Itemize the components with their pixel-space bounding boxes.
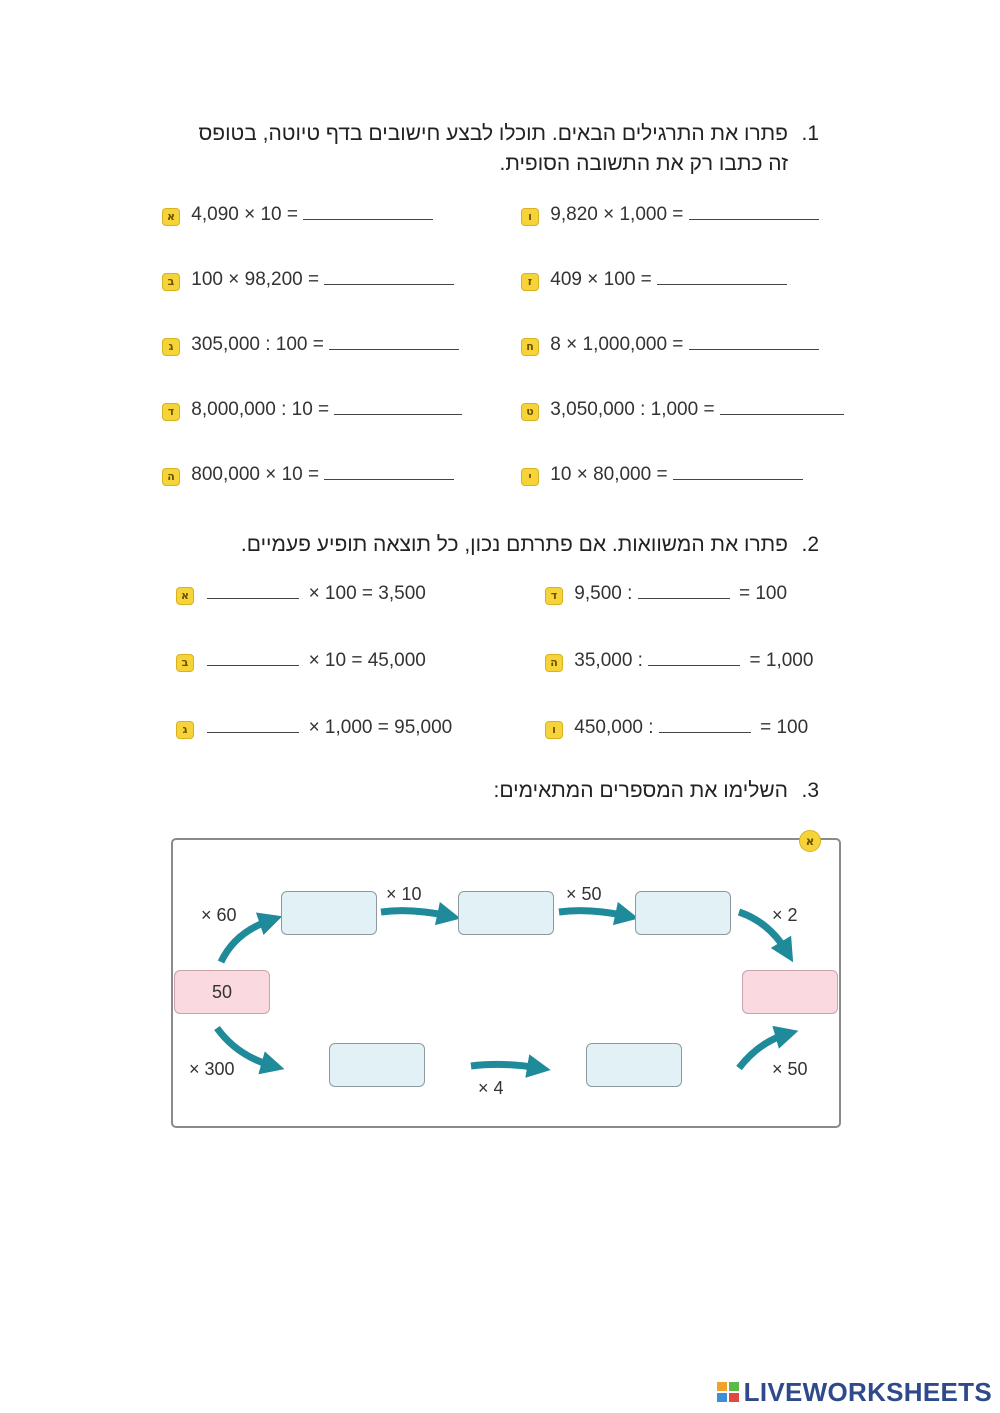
letter-badge: א bbox=[162, 208, 180, 226]
brand-name: LIVEWORKSHEETS bbox=[743, 1377, 992, 1407]
q1-number: 1. bbox=[801, 122, 819, 145]
operator-bottom-2: × 4 bbox=[478, 1078, 504, 1098]
letter-badge: ח bbox=[521, 338, 539, 356]
liveworksheets-icon bbox=[716, 1380, 740, 1404]
operator-bottom-3: × 50 bbox=[772, 1059, 808, 1079]
equation-result: = 100 bbox=[738, 583, 788, 604]
exercise-expression: 800,000 × 10 = bbox=[191, 464, 320, 485]
q1-exercise-j bbox=[521, 464, 803, 486]
q2-equation-b bbox=[176, 650, 426, 672]
answer-blank[interactable] bbox=[689, 348, 819, 350]
arrow-bottom1-to-bottom2 bbox=[471, 1064, 539, 1068]
letter-badge: ז bbox=[521, 273, 539, 291]
q1-exercise-f bbox=[521, 204, 819, 226]
answer-blank[interactable] bbox=[324, 283, 454, 285]
answer-box-bottom-2[interactable] bbox=[586, 1043, 682, 1087]
exercise-expression: 10 × 80,000 = bbox=[550, 464, 668, 485]
answer-blank[interactable] bbox=[659, 731, 751, 733]
operator-top-3: × 50 bbox=[566, 884, 602, 904]
operator-top-4: × 2 bbox=[772, 905, 798, 925]
q2-equation-e bbox=[545, 650, 813, 672]
panel-letter-badge: א bbox=[799, 830, 821, 852]
answer-blank[interactable] bbox=[638, 597, 730, 599]
letter-badge: ה bbox=[162, 468, 180, 486]
exercise-expression: 8 × 1,000,000 = bbox=[550, 334, 684, 355]
number-chain-panel bbox=[171, 834, 841, 1128]
answer-box-top-1[interactable] bbox=[281, 891, 377, 935]
letter-badge: ד bbox=[545, 587, 563, 605]
q2-number: 2. bbox=[801, 533, 819, 556]
answer-blank[interactable] bbox=[207, 664, 299, 666]
answer-blank[interactable] bbox=[207, 597, 299, 599]
q1-exercise-h bbox=[521, 334, 819, 356]
q2-instruction: פתרו את המשוואות. אם פתרתם נכון, כל תוצאה תופיע פעמיים. bbox=[240, 533, 788, 556]
q1-exercise-a bbox=[162, 204, 433, 226]
arrow-top1-to-top2 bbox=[381, 911, 449, 916]
answer-blank[interactable] bbox=[689, 218, 819, 220]
answer-blank[interactable] bbox=[329, 348, 459, 350]
exercise-expression: 305,000 : 100 = bbox=[191, 334, 324, 355]
letter-badge: א bbox=[176, 587, 194, 605]
letter-badge: ב bbox=[162, 273, 180, 291]
answer-box-bottom-1[interactable] bbox=[329, 1043, 425, 1087]
arrow-start-to-top1 bbox=[221, 920, 271, 962]
letter-badge: ג bbox=[162, 338, 180, 356]
exercise-expression: 100 × 98,200 = bbox=[191, 269, 320, 290]
equation-right-side: × 10 = 45,000 bbox=[308, 650, 426, 671]
letter-badge: ד bbox=[162, 403, 180, 421]
q2-equation-a bbox=[176, 583, 426, 605]
exercise-expression: 3,050,000 : 1,000 = bbox=[550, 399, 715, 420]
equation-left-side: 450,000 : bbox=[574, 717, 654, 738]
start-value: 50 bbox=[211, 982, 233, 1002]
liveworksheets-logo[interactable] bbox=[716, 1377, 992, 1408]
q1-exercise-d bbox=[162, 399, 462, 421]
letter-badge: ה bbox=[545, 654, 563, 672]
equation-right-side: × 1,000 = 95,000 bbox=[308, 717, 453, 738]
equation-left-side: 9,500 : bbox=[574, 583, 633, 604]
letter-badge: ו bbox=[545, 721, 563, 739]
q3-number: 3. bbox=[801, 779, 819, 802]
q1-exercise-c bbox=[162, 334, 459, 356]
letter-badge: ו bbox=[521, 208, 539, 226]
operator-bottom-1: × 300 bbox=[189, 1059, 235, 1079]
exercise-expression: 4,090 × 10 = bbox=[191, 204, 298, 225]
equation-result: = 1,000 bbox=[749, 650, 814, 671]
answer-blank[interactable] bbox=[334, 413, 462, 415]
letter-badge: י bbox=[521, 468, 539, 486]
q3-instruction: השלימו את המספרים המתאימים: bbox=[493, 779, 788, 802]
operator-top-2: × 10 bbox=[386, 884, 422, 904]
q1-instruction-line1: פתרו את התרגילים הבאים. תוכלו לבצע חישובים בדף טיוטה, בטופס bbox=[198, 122, 788, 145]
equation-result: = 100 bbox=[760, 717, 809, 738]
answer-box-top-3[interactable] bbox=[635, 891, 731, 935]
answer-box-top-2[interactable] bbox=[458, 891, 554, 935]
equation-right-side: × 100 = 3,500 bbox=[308, 583, 426, 604]
q2-equation-c bbox=[176, 717, 452, 739]
operator-top-1: × 60 bbox=[201, 905, 237, 925]
q1-exercise-g bbox=[521, 269, 787, 291]
q1-exercise-e bbox=[162, 464, 454, 486]
q2-equation-f bbox=[545, 717, 808, 739]
q1-instruction-line2: זה כתבו רק את התשובה הסופית. bbox=[499, 152, 788, 175]
exercise-expression: 409 × 100 = bbox=[550, 269, 652, 290]
answer-blank[interactable] bbox=[303, 218, 433, 220]
letter-badge: ב bbox=[176, 654, 194, 672]
q1-exercise-i bbox=[521, 399, 844, 421]
start-value-box bbox=[174, 970, 270, 1014]
letter-badge: ט bbox=[521, 403, 539, 421]
arrows-layer bbox=[173, 840, 839, 1126]
q2-equation-d bbox=[545, 583, 787, 605]
answer-blank[interactable] bbox=[657, 283, 787, 285]
answer-box-end[interactable] bbox=[742, 970, 838, 1014]
exercise-expression: 9,820 × 1,000 = bbox=[550, 204, 684, 225]
exercise-expression: 8,000,000 : 10 = bbox=[191, 399, 330, 420]
equation-left-side: 35,000 : bbox=[574, 650, 643, 671]
answer-blank[interactable] bbox=[324, 478, 454, 480]
answer-blank[interactable] bbox=[673, 478, 803, 480]
answer-blank[interactable] bbox=[648, 664, 740, 666]
letter-badge: ג bbox=[176, 721, 194, 739]
answer-blank[interactable] bbox=[720, 413, 844, 415]
arrow-top2-to-top3 bbox=[559, 911, 627, 916]
answer-blank[interactable] bbox=[207, 731, 299, 733]
q1-exercise-b bbox=[162, 269, 454, 291]
